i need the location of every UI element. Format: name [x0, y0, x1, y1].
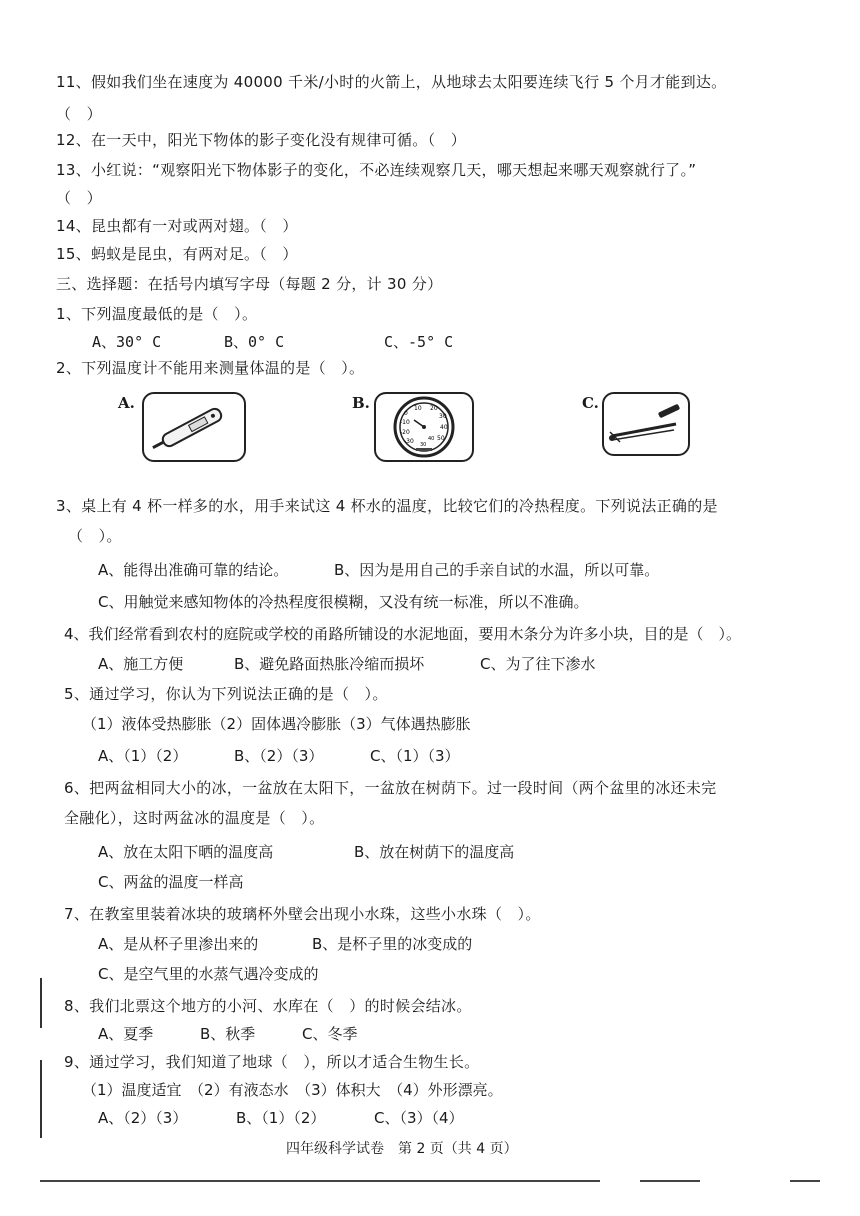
page-footer: 四年级科学试卷 第 2 页（共 4 页） — [286, 1141, 518, 1157]
question-3: 3、桌上有 4 杯一样多的水，用手来试这 4 杯水的温度，比较它们的冷热程度。下列说法正确的是 — [56, 497, 718, 515]
question-4: 4、我们经常看到农村的庭院或学校的甬路所铺设的水泥地面，要用木条分为许多小块，目的是（ ）。 — [64, 625, 742, 643]
answer-paren: （ ）。 — [68, 527, 122, 545]
glass-thermometer-icon — [604, 394, 688, 454]
answer-paren: （ ） — [56, 189, 102, 207]
figure-a-frame — [142, 392, 246, 462]
dial-number: -30 — [404, 438, 414, 445]
option-b: B、避免路面热胀冷缩而损坏 — [234, 655, 425, 673]
option-b: B、秋季 — [200, 1025, 256, 1043]
question-14: 14、昆虫都有一对或两对翅。（ ） — [56, 217, 298, 235]
question-6-cont: 全融化），这时两盆冰的温度是（ ）。 — [64, 809, 325, 827]
option-b: B、（2）（3） — [234, 747, 324, 765]
option-c: C、是空气里的水蒸气遇冷变成的 — [98, 965, 319, 983]
figure-label-a: A. — [118, 394, 135, 412]
dial-number: 30 — [420, 442, 427, 448]
figure-c-frame — [602, 392, 690, 456]
option-b: B、（1）（2） — [236, 1109, 326, 1127]
option-c: C、用触觉来感知物体的冷热程度很模糊，又没有统一标准，所以不准确。 — [98, 593, 589, 611]
option-c: C、-5° C — [384, 333, 454, 351]
dial-number: 10 — [414, 405, 422, 412]
option-a: A、30° C — [92, 333, 162, 351]
question-8: 8、我们北票这个地方的小河、水库在（ ）的时候会结冰。 — [64, 997, 472, 1015]
answer-paren: （ ） — [56, 105, 102, 123]
scan-bottom-rule — [790, 1180, 820, 1182]
dial-number: -20 — [400, 429, 410, 436]
dial-number: 40 — [428, 436, 435, 442]
scan-margin-line — [40, 978, 42, 1028]
dial-number: 20 — [430, 405, 438, 412]
dial-thermometer-icon — [376, 394, 472, 460]
question-2: 2、下列温度计不能用来测量体温的是（ ）。 — [56, 359, 365, 377]
option-b: B、0° C — [224, 333, 285, 351]
option-a: A、放在太阳下晒的温度高 — [98, 843, 274, 861]
figure-label-b: B. — [352, 394, 370, 412]
question-9: 9、通过学习，我们知道了地球（ ），所以才适合生物生长。 — [64, 1053, 480, 1071]
scan-bottom-rule — [640, 1180, 700, 1182]
question-13: 13、小红说：“观察阳光下物体影子的变化，不必连续观察几天，哪天想起来哪天观察就行了。” — [56, 161, 697, 179]
dial-number: 50 — [437, 435, 445, 442]
option-b: B、是杯子里的冰变成的 — [312, 935, 473, 953]
dial-number: 40 — [440, 424, 448, 431]
scan-bottom-rule — [40, 1180, 600, 1182]
option-a: A、（1）（2） — [98, 747, 188, 765]
option-b: B、放在树荫下的温度高 — [354, 843, 515, 861]
option-a: A、能得出准确可靠的结论。 — [98, 561, 289, 579]
question-5: 5、通过学习，你认为下列说法正确的是（ ）。 — [64, 685, 388, 703]
figure-label-c: C. — [582, 394, 599, 412]
statements: （1）温度适宜 （2）有液态水 （3）体积大 （4）外形漂亮。 — [82, 1081, 503, 1099]
option-a: A、是从杯子里渗出来的 — [98, 935, 259, 953]
question-6: 6、把两盆相同大小的冰，一盆放在太阳下，一盆放在树荫下。过一段时间（两个盆里的冰还未完 — [64, 779, 717, 797]
option-c: C、为了往下渗水 — [480, 655, 596, 673]
question-7: 7、在教室里装着冰块的玻璃杯外壁会出现小水珠，这些小水珠（ ）。 — [64, 905, 541, 923]
question-1: 1、下列温度最低的是（ ）。 — [56, 305, 258, 323]
option-c: C、两盆的温度一样高 — [98, 873, 244, 891]
option-c: C、冬季 — [302, 1025, 358, 1043]
question-15: 15、蚂蚁是昆虫，有两对足。（ ） — [56, 245, 298, 263]
dial-number: 30 — [439, 413, 447, 420]
digital-thermometer-icon — [144, 394, 244, 460]
option-c: C、（1）（3） — [370, 747, 460, 765]
option-a: A、（2）（3） — [98, 1109, 188, 1127]
option-a: A、夏季 — [98, 1025, 154, 1043]
dial-number: 0 — [404, 410, 408, 417]
question-12: 12、在一天中，阳光下物体的影子变化没有规律可循。（ ） — [56, 131, 466, 149]
option-c: C、（3）（4） — [374, 1109, 464, 1127]
option-a: A、施工方便 — [98, 655, 184, 673]
section-heading: 三、选择题：在括号内填写字母（每题 2 分，计 30 分） — [56, 275, 443, 293]
statements: （1）液体受热膨胀（2）固体遇冷膨胀（3）气体遇热膨胀 — [82, 715, 471, 733]
figure-b-frame — [374, 392, 474, 462]
scan-margin-line — [40, 1060, 42, 1138]
dial-number: -10 — [400, 419, 410, 426]
option-b: B、因为是用自己的手亲自试的水温，所以可靠。 — [334, 561, 660, 579]
question-11: 11、假如我们坐在速度为 40000 千米/小时的火箭上，从地球去太阳要连续飞行 5 个月才能到达。 — [56, 73, 727, 91]
